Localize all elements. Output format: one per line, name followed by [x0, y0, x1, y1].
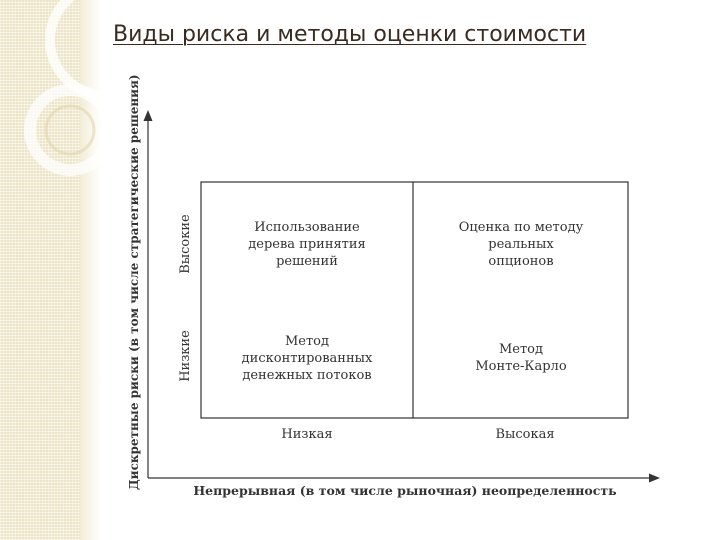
x-axis-title: Непрерывная (в том числе рыночная) неопределенность — [193, 483, 617, 498]
y-axis-title: Дискретные риски (в том числе стратегические решения) — [127, 74, 141, 490]
quadrant-top-right: Оценка по методу реальных опционов — [458, 220, 584, 269]
y-axis-arrow-icon — [144, 110, 153, 121]
quadrant-bottom-left: Метод дисконтированных денежных потоков — [241, 334, 373, 383]
x-level-low: Низкая — [281, 427, 333, 442]
y-level-high: Высокие — [178, 214, 193, 274]
slide-title: Виды риска и методы оценки стоимости — [113, 22, 587, 47]
quadrant-bottom-right: Метод Монте-Карло — [475, 342, 567, 374]
quadrant-top-left: Использование дерева принятия решений — [248, 220, 366, 269]
x-axis-arrow-icon — [649, 474, 660, 483]
x-level-high: Высокая — [495, 427, 555, 442]
y-level-low: Низкие — [178, 330, 193, 382]
